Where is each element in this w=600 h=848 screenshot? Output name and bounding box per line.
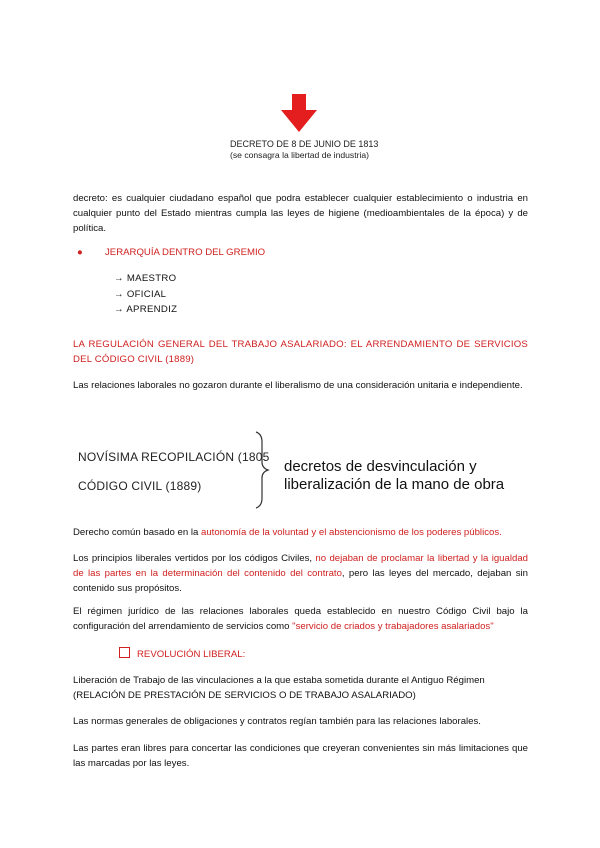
regime-text: El régimen jurídico de las relaciones laborales queda establecido en nuestro Código Civil bajo la configuración del arrendamiento de servicios como	[73, 606, 528, 632]
figure-right-line-2: liberalización de la mano de obra	[284, 476, 505, 493]
principles-paragraph	[73, 551, 528, 596]
intro-paragraph: decreto: es cualquier ciudadano español que podra establecer cualquier establecimiento o industria en cualquier punto del Estado mientras cumpla las leyes de higiene (medioambientales de la época) y de política.	[73, 193, 528, 234]
hierarchy-list	[114, 271, 314, 318]
principles-text-after: , pero las leyes del mercado, dejaban sin contenido sus propósitos.	[73, 568, 528, 594]
common-law-text: Derecho común basado en la	[73, 527, 201, 538]
list-item: → MAESTRO	[114, 273, 177, 284]
down-arrow-icon	[281, 94, 317, 132]
hierarchy-heading-row	[73, 245, 528, 260]
codes-figure	[78, 428, 518, 512]
common-law-paragraph	[73, 525, 528, 540]
liberation-paragraph: Liberación de Trabajo de las vinculaciones a la que estaba sometida durante el Antiguo Régimen (RELACIÓN DE PRESTACIÓN DE SERVICIOS O DE TRABAJO ASALARIADO)	[73, 675, 485, 701]
regime-paragraph	[73, 604, 528, 634]
general-norms-paragraph: Las normas generales de obligaciones y contratos regían también para las relaciones laborales.	[73, 716, 481, 727]
bullet-icon: ●	[77, 247, 83, 258]
list-item: → OFICIAL	[114, 288, 167, 300]
decree-title: DECRETO DE 8 DE JUNIO DE 1813	[230, 139, 379, 149]
parties-paragraph: Las partes eran libres para concertar las condiciones que creyeran convenientes sin más limitaciones que las marcadas por las leyes.	[73, 743, 528, 769]
common-law-highlight: autonomía de la voluntad y el abstencionismo de los poderes públicos.	[201, 527, 502, 538]
decree-subtitle: (se consagra la libertad de industria)	[230, 150, 370, 160]
regime-highlight: "servicio de criados y trabajadores asalariados"	[292, 621, 494, 632]
section-heading: LA REGULACIÓN GENERAL DEL TRABAJO ASALARIADO: EL ARRENDAMIENTO DE SERVICIOS DEL CÓDIGO CIVIL (1889)	[73, 339, 528, 365]
hierarchy-heading: JERARQUÍA DENTRO DEL GREMIO	[105, 247, 266, 258]
figure-left-line-2: CÓDIGO CIVIL (1889)	[78, 479, 202, 493]
checkbox-square-icon	[119, 647, 130, 658]
principles-text-before: Los principios liberales vertidos por los códigos Civiles,	[73, 553, 316, 564]
relations-paragraph: Las relaciones laborales no gozaron durante el liberalismo de una consideración unitaria e independiente.	[73, 380, 523, 391]
principles-highlight: no dejaban de proclamar la libertad y la igualdad de las partes en la determinación del contenido del contrato	[73, 553, 528, 579]
figure-left-line-1: NOVÍSIMA RECOPILACIÓN (1805	[78, 450, 270, 464]
figure-right-line-1: decretos de desvinculación y	[284, 458, 477, 475]
liberal-revolution-heading: REVOLUCIÓN LIBERAL:	[137, 649, 246, 660]
list-item: → APRENDIZ	[114, 304, 178, 315]
curly-brace-icon	[250, 428, 274, 512]
liberal-revolution-heading-row	[119, 647, 419, 662]
